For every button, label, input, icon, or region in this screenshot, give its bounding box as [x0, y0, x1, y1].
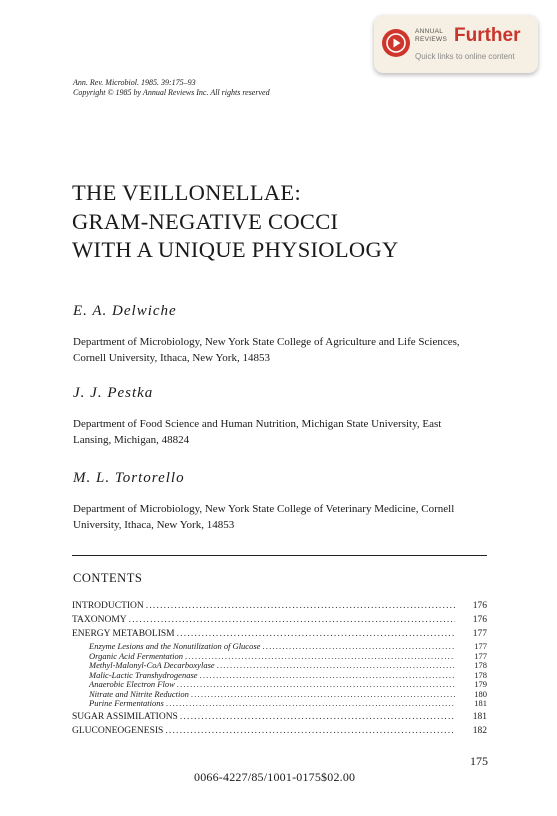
author-name: M. L. Tortorello	[73, 470, 185, 486]
toc-entry[interactable]	[72, 614, 487, 626]
toc-leader	[165, 725, 455, 737]
journal-info	[73, 78, 270, 98]
toc-page: 181	[474, 698, 487, 708]
toc-leader	[191, 690, 455, 700]
title-line: GRAM-NEGATIVE COCCI	[72, 208, 339, 234]
toc-page: 176	[472, 601, 487, 611]
toc-label: Malic-Lactic Transhydrogenase	[89, 669, 198, 680]
toc-page: 176	[472, 615, 487, 625]
badge-publisher: ANNUAL REVIEWS	[415, 28, 448, 43]
toc-entry[interactable]	[72, 711, 487, 723]
badge-title: Further	[454, 25, 521, 46]
toc-label: Methyl-Malonyl-CoA Decarboxylase	[89, 660, 215, 670]
section-divider	[72, 555, 487, 556]
toc-entry[interactable]	[72, 725, 487, 737]
article-title	[72, 179, 399, 265]
author-affiliation	[73, 416, 487, 448]
toc-label: GLUCONEOGENESIS	[72, 725, 164, 736]
toc-label: Enzyme Lesions and the Nonutilization of Glucose	[89, 641, 261, 651]
toc-page: 177	[472, 629, 487, 639]
toc-label: Purine Fermentations	[89, 698, 164, 708]
author-affiliation	[73, 501, 487, 533]
footer-code: 0066-4227/85/1001-0175$02.00	[194, 770, 356, 784]
badge-subtitle: Quick links to online content	[415, 52, 515, 61]
further-badge[interactable]	[374, 15, 538, 73]
toc-page: 178	[474, 660, 487, 670]
toc-label: Nitrate and Nitrite Reduction	[89, 688, 189, 699]
author-name: J. J. Pestka	[73, 385, 154, 401]
toc-page: 182	[472, 725, 487, 736]
contents-heading: CONTENTS	[73, 571, 143, 585]
copyright-notice: Copyright © 1985 by Annual Reviews Inc. All rights reserved	[73, 88, 270, 97]
title-line: WITH A UNIQUE PHYSIOLOGY	[72, 237, 399, 262]
affiliation-line: Department of Food Science and Human Nutrition, Michigan State University, East	[73, 418, 442, 430]
toc-leader	[177, 628, 455, 640]
affiliation-line: Department of Microbiology, New York State College of Veterinary Medicine, Cornell	[73, 503, 455, 515]
toc-leader	[200, 671, 455, 681]
toc-leader	[166, 699, 455, 709]
toc-leader	[146, 600, 455, 612]
toc-entry[interactable]	[72, 600, 487, 612]
toc-label: TAXONOMY	[72, 615, 127, 625]
toc-entry[interactable]	[72, 628, 487, 640]
page-number: 175	[470, 754, 488, 768]
toc-page: 180	[474, 688, 487, 699]
toc-label: ENERGY METABOLISM	[72, 629, 175, 639]
affiliation-line: Cornell University, Ithaca, New York, 14853	[73, 352, 270, 364]
play-arrow-icon	[382, 29, 410, 57]
toc-subentry[interactable]	[72, 699, 487, 709]
title-line: THE VEILLONELLAE:	[72, 180, 302, 205]
affiliation-line: University, Ithaca, New York, 14853	[73, 519, 235, 531]
toc-leader	[180, 711, 455, 723]
toc-leader	[262, 642, 455, 652]
toc-label: Anaerobic Electron Flow	[89, 679, 175, 689]
toc-leader	[129, 614, 455, 626]
author-affiliation	[73, 334, 487, 366]
toc-label: Organic Acid Fermentation	[89, 650, 183, 661]
journal-citation: Ann. Rev. Microbiol. 1985. 39:175–93	[73, 78, 196, 87]
toc-leader	[177, 680, 455, 690]
toc-label: SUGAR ASSIMILATIONS	[72, 711, 178, 722]
toc-page: 178	[474, 669, 487, 680]
toc-label: INTRODUCTION	[72, 601, 144, 611]
toc-page: 177	[474, 641, 487, 651]
toc-page: 177	[474, 650, 487, 661]
affiliation-line: Lansing, Michigan, 48824	[73, 434, 190, 446]
toc-page: 181	[472, 711, 487, 722]
affiliation-line: Department of Microbiology, New York State College of Agriculture and Life Sciences,	[73, 336, 460, 348]
author-name: E. A. Delwiche	[73, 303, 177, 319]
toc-leader	[217, 661, 455, 671]
toc-page: 179	[474, 679, 487, 689]
toc-leader	[185, 652, 455, 662]
table-of-contents	[72, 600, 487, 739]
